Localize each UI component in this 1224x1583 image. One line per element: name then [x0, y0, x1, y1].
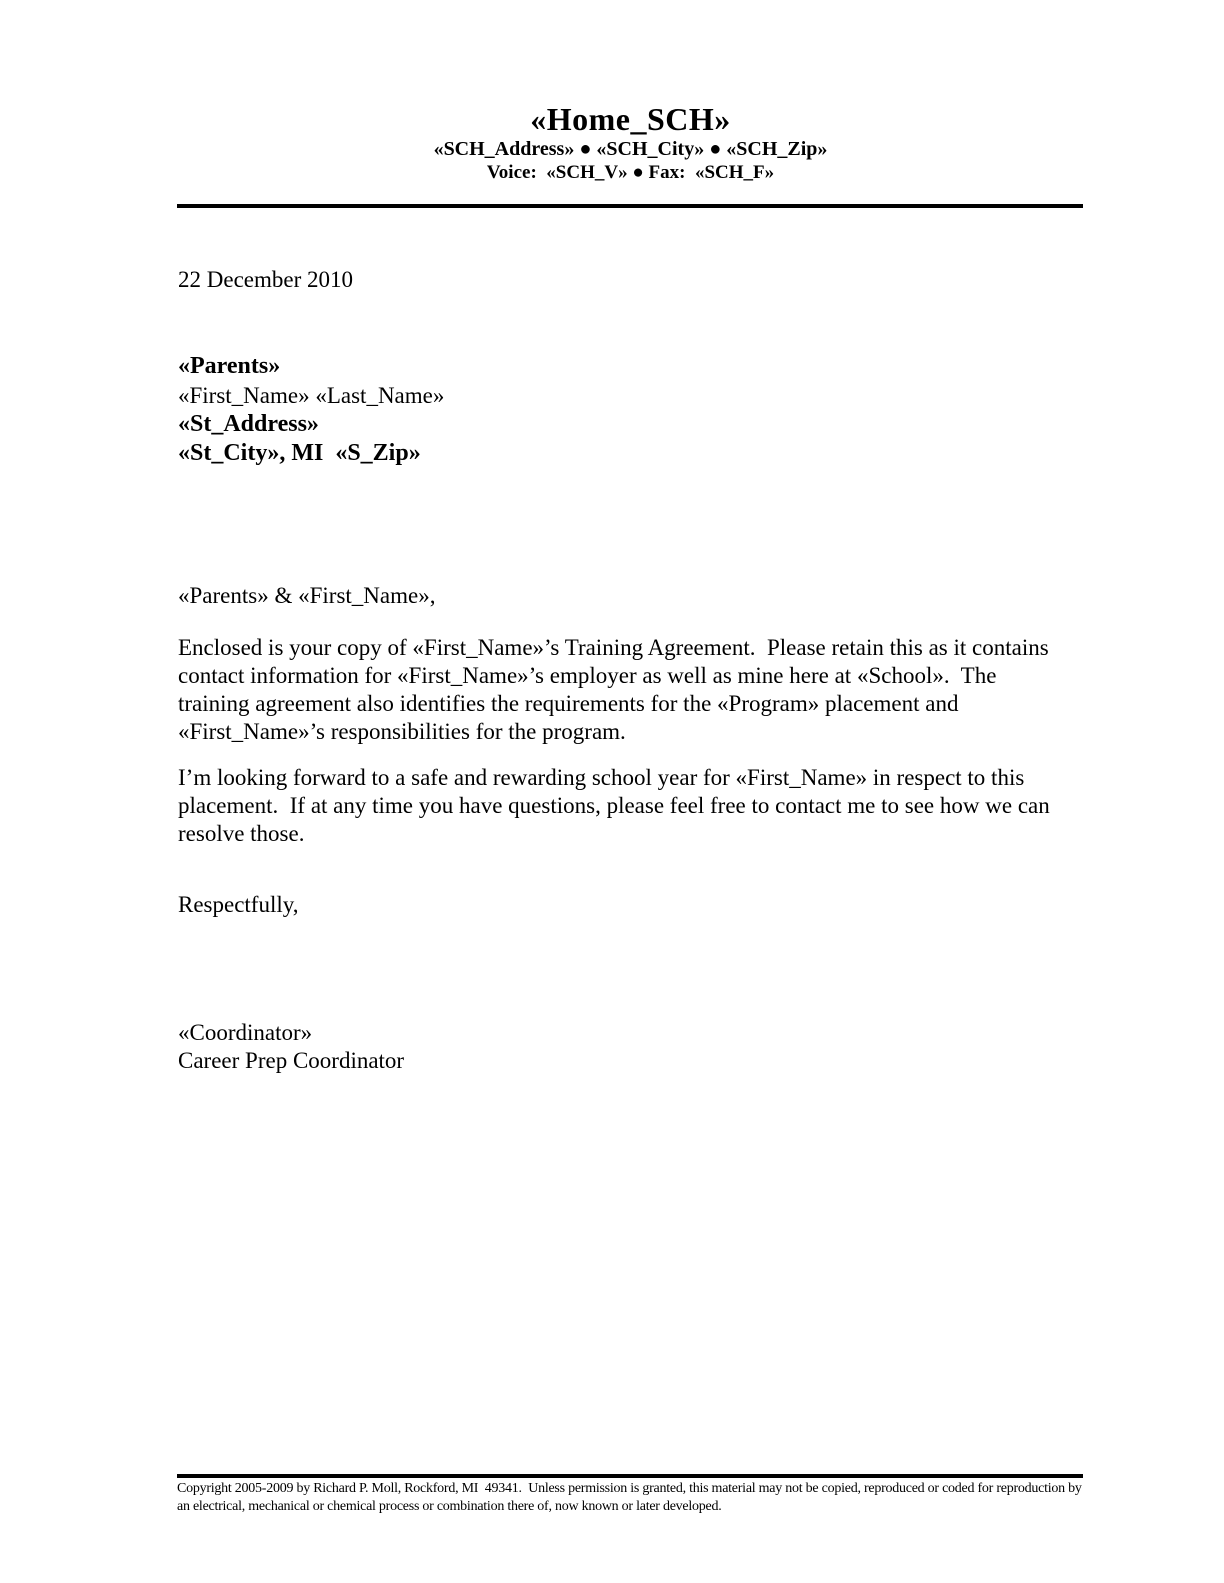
school-contact-line: Voice: «SCH_V» ● Fax: «SCH_F»: [486, 162, 775, 183]
copyright-footer: [177, 1474, 1083, 1515]
school-address-line: «SCH_Address» ● «SCH_City» ● «SCH_Zip»: [433, 138, 828, 160]
signature-title: Career Prep Coordinator: [178, 1048, 405, 1073]
signature-block: [178, 1019, 404, 1075]
recipient-address-block: [178, 352, 444, 468]
letterhead: [177, 101, 1084, 185]
salutation: «Parents» & «First_Name»,: [178, 583, 436, 608]
body-paragraph-1: Enclosed is your copy of «First_Name»’s Training Agreement. Please retain this as it contains contact information for «First_Name»’s employer as well as mine here at «School». The training agreement also identifies the requirements for the «Program» placement and «First_Name»’s responsibilities for the program.: [178, 635, 1055, 744]
body-paragraph-2: I’m looking forward to a safe and rewarding school year for «First_Name» in respect to this placement. If at any time you have questions, please feel free to contact me to see how we can resolve those.: [178, 765, 1056, 846]
school-name: «Home_SCH»: [530, 101, 731, 137]
recipient-city-state-zip-line: «St_City», MI «S_Zip»: [178, 440, 421, 466]
header-divider: [177, 204, 1083, 208]
recipient-parents-line: «Parents»: [178, 353, 281, 379]
letter-date: 22 December 2010: [178, 267, 353, 292]
signature-name: «Coordinator»: [178, 1020, 313, 1045]
recipient-street-line: «St_Address»: [178, 411, 319, 437]
closing: Respectfully,: [178, 892, 299, 917]
copyright-text: Copyright 2005-2009 by Richard P. Moll, Rockford, MI 49341. Unless permission is granted, this material may not be copied, reproduced or coded for reproduction by an electrical, mechanical or chemical process or combination there of, now known or later developed.: [177, 1481, 1085, 1514]
recipient-name-line: «First_Name» «Last_Name»: [178, 383, 445, 408]
